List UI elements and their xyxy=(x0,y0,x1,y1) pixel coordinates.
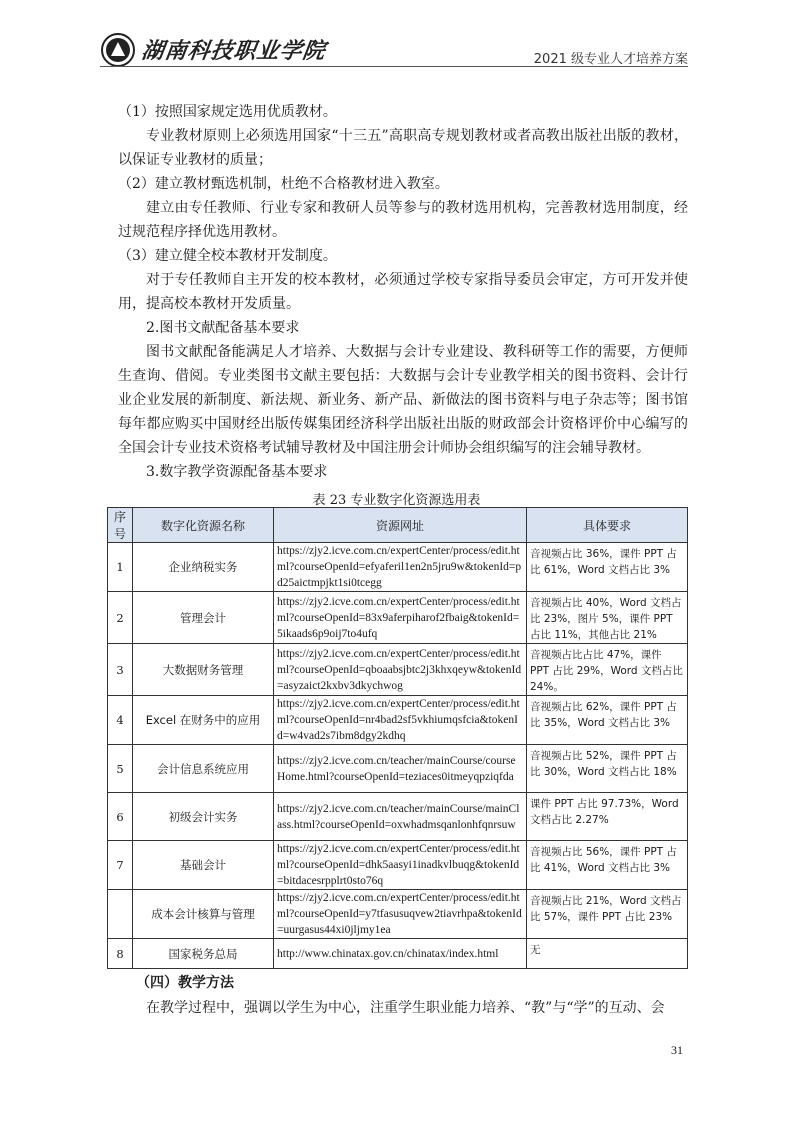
resource-url: https://zjy2.icve.com.cn/expertCenter/process/edit.html?courseOpenId=83x9aferpiharof2fbaig&tokenId=5ikaads6p9oij7to4ufq xyxy=(274,592,527,644)
paragraph: （2）建立教材甄选机制，杜绝不合格教材进入教室。 xyxy=(118,176,449,192)
table-row xyxy=(108,644,688,696)
table-row xyxy=(108,592,688,644)
paragraph: 对于专任教师自主开发的校本教材，必须通过学校专家指导委员会审定，方可开发并使用，提高校本教材开发质量。 xyxy=(118,272,688,312)
requirement: 音视频占比 36%，课件 PPT 占比 61%，Word 文档占比 3% xyxy=(527,543,688,592)
resource-url: https://zjy2.icve.com.cn/teacher/mainCourse/mainClass.html?courseOpenId=oxwhadmsqanlonhfqnrsuw xyxy=(274,793,527,841)
requirement: 音视频占比 62%，课件 PPT 占比 35%，Word 文档占比 3% xyxy=(527,696,688,745)
row-number: 2 xyxy=(108,592,133,644)
requirement: 音视频占比占比 47%，课件 PPT 占比 29%，Word 文档占比 24%。 xyxy=(527,644,688,696)
column-header: 资源网址 xyxy=(274,508,527,543)
column-header: 序号 xyxy=(108,508,133,543)
resource-url: http://www.chinatax.gov.cn/chinatax/index.html xyxy=(274,939,527,969)
paragraph: （1）按照国家规定选用优质教材。 xyxy=(118,104,337,120)
resource-table xyxy=(107,507,688,969)
resource-url: https://zjy2.icve.com.cn/expertCenter/process/edit.html?courseOpenId=efyaferil1en2n5jru9w&tokenId=pd25aictmpjkt1si0tcegg xyxy=(274,543,527,592)
resource-url: https://zjy2.icve.com.cn/teacher/mainCourse/courseHome.html?courseOpenId=teziaces0itmeyqpziqfda xyxy=(274,745,527,793)
column-header: 具体要求 xyxy=(527,508,688,543)
requirement: 音视频占比 52%，课件 PPT 占比 30%，Word 文档占比 18% xyxy=(527,745,688,793)
resource-name: 国家税务总局 xyxy=(133,939,274,969)
page-number: 31 xyxy=(671,1043,683,1057)
requirement: 音视频占比 21%，Word 文档占比 57%，课件 PPT 占比 23% xyxy=(527,890,688,939)
school-logo-icon xyxy=(100,32,136,68)
row-number: 5 xyxy=(108,745,133,793)
table-row xyxy=(108,745,688,793)
resource-name: 企业纳税实务 xyxy=(133,543,274,592)
paragraph: 建立由专任教师、行业专家和教研人员等参与的教材选用机构，完善教材选用制度，经过规范程序择优选用教材。 xyxy=(118,200,688,240)
row-number xyxy=(108,890,133,939)
table-title: 表 23 专业数字化资源选用表 xyxy=(312,493,481,508)
row-number: 4 xyxy=(108,696,133,745)
table-row xyxy=(108,793,688,841)
table-row xyxy=(108,543,688,592)
row-number: 3 xyxy=(108,644,133,696)
school-name: 湖南科技职业学院 xyxy=(139,38,328,64)
page-header xyxy=(100,30,688,96)
resource-name: 大数据财务管理 xyxy=(133,644,274,696)
column-header: 数字化资源名称 xyxy=(133,508,274,543)
resource-url: https://zjy2.icve.com.cn/expertCenter/process/edit.html?courseOpenId=qboaabsjbtc2j3khxqeyw&tokenId=asyzaict2kxbv3dkychwog xyxy=(274,644,527,696)
paragraph: 在教学过程中，强调以学生为中心，注重学生职业能力培养、“教”与“学”的互动、会 xyxy=(146,1000,665,1016)
paragraph: 专业教材原则上必须选用国家“十三五”高职高专规划教材或者高教出版社出版的教材，以保证专业教材的质量； xyxy=(118,128,688,168)
resource-name: 基础会计 xyxy=(133,841,274,890)
resource-name: 初级会计实务 xyxy=(133,793,274,841)
resource-url: https://zjy2.icve.com.cn/expertCenter/process/edit.html?courseOpenId=y7tfasusuqvew2tiavrhpa&tokenId=uurgasus44xi0jljmy1ea xyxy=(274,890,527,939)
document-title: 2021 级专业人才培养方案 xyxy=(533,52,688,67)
table-row xyxy=(108,696,688,745)
table-row xyxy=(108,890,688,939)
subheading: 2.图书文献配备基本要求 xyxy=(146,320,300,336)
section-heading: （四）教学方法 xyxy=(136,975,234,991)
requirement: 无 xyxy=(527,939,688,969)
resource-name: 成本会计核算与管理 xyxy=(133,890,274,939)
table-header-row xyxy=(108,508,688,543)
resource-name: 会计信息系统应用 xyxy=(133,745,274,793)
row-number: 8 xyxy=(108,939,133,969)
resource-url: https://zjy2.icve.com.cn/expertCenter/process/edit.html?courseOpenId=nr4bad2sf5vkhiumqsfcia&tokenId=w4vad2s7ibm8dgy2kdhq xyxy=(274,696,527,745)
table-row xyxy=(108,841,688,890)
table-row xyxy=(108,939,688,969)
paragraph: （3）建立健全校本教材开发制度。 xyxy=(118,248,337,264)
resource-name: 管理会计 xyxy=(133,592,274,644)
resource-name: Excel 在财务中的应用 xyxy=(133,696,274,745)
row-number: 6 xyxy=(108,793,133,841)
requirement: 音视频占比 56%，课件 PPT 占比 41%，Word 文档占比 3% xyxy=(527,841,688,890)
requirement: 音视频占比 40%，Word 文档占比 23%，图片 5%，课件 PPT 占比 11%，其他占比 21% xyxy=(527,592,688,644)
requirement: 课件 PPT 占比 97.73%，Word 文档占比 2.27% xyxy=(527,793,688,841)
resource-url: https://zjy2.icve.com.cn/expertCenter/process/edit.html?courseOpenId=dhk5aasyi1inadkvlbuqg&tokenId=bitdacesrpplrt0sto76q xyxy=(274,841,527,890)
row-number: 7 xyxy=(108,841,133,890)
subheading: 3.数字教学资源配备基本要求 xyxy=(146,464,328,480)
row-number: 1 xyxy=(108,543,133,592)
header-divider xyxy=(100,66,688,67)
paragraph: 图书文献配备能满足人才培养、大数据与会计专业建设、教科研等工作的需要，方便师生查询、借阅。专业类图书文献主要包括：大数据与会计专业教学相关的图书资料、会计行业企业发展的新制度、新法规、新业务、新产品、新做法的图书资料与电子杂志等；图书馆每年都应购买中国财经出版传媒集团经济科学出版社出版的财政部会计资格评价中心编写的全国会计专业技术资格考试辅导教材及中国注册会计师协会组织编写的注会辅导教材。 xyxy=(118,344,688,456)
